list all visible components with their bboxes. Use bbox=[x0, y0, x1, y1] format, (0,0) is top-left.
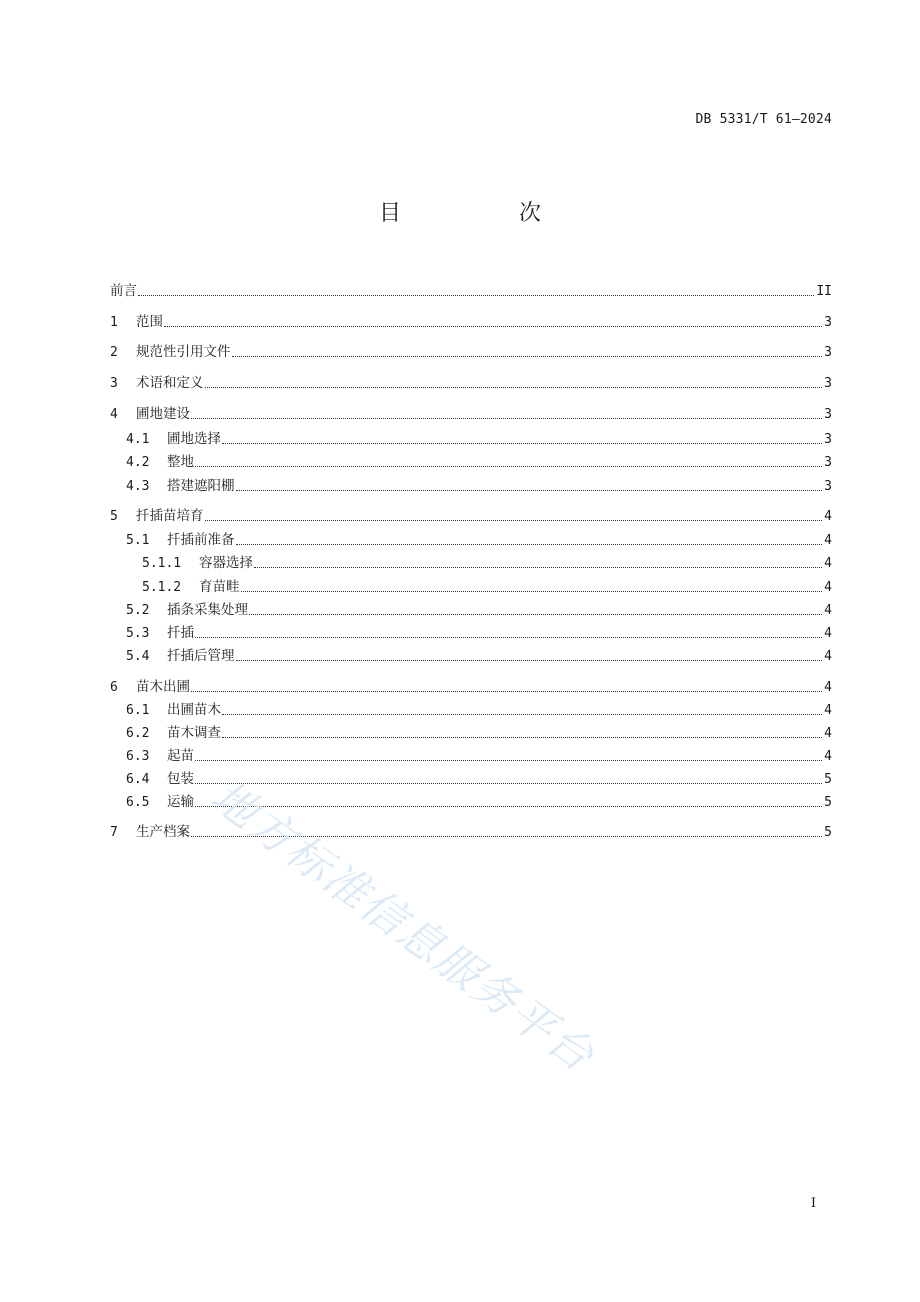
toc-entry-page: 4 bbox=[824, 749, 832, 764]
toc-entry-page: 3 bbox=[824, 315, 832, 330]
toc-dot-leader bbox=[222, 442, 822, 444]
toc-dot-leader bbox=[236, 489, 823, 491]
toc-entry[interactable] bbox=[126, 477, 832, 495]
toc-entry-number: 6 bbox=[110, 680, 118, 695]
toc-entry-number: 6.2 bbox=[126, 726, 150, 741]
toc-entry-label: 运输 bbox=[167, 794, 194, 810]
toc-entry-number: 6.1 bbox=[126, 703, 150, 718]
toc-entry-label: 扦插 bbox=[167, 625, 194, 641]
toc-entry-label: 术语和定义 bbox=[136, 375, 204, 391]
toc-entry-page: 4 bbox=[824, 680, 832, 695]
toc-entry-number: 4.2 bbox=[126, 455, 150, 470]
toc-entry[interactable] bbox=[126, 531, 832, 549]
toc-entry[interactable] bbox=[110, 678, 832, 696]
toc-entry-number: 2 bbox=[110, 345, 118, 360]
toc-entry-page: 3 bbox=[824, 479, 832, 494]
toc-entry-label: 包装 bbox=[167, 771, 194, 787]
toc-entry-label: 插条采集处理 bbox=[167, 602, 248, 618]
toc-entry-number: 5.3 bbox=[126, 626, 150, 641]
toc-entry-page: 5 bbox=[824, 772, 832, 787]
toc-dot-leader bbox=[195, 759, 822, 761]
toc-entry-label: 前言 bbox=[110, 283, 137, 299]
toc-entry-label: 规范性引用文件 bbox=[136, 344, 231, 360]
toc-entry-number: 4.1 bbox=[126, 432, 150, 447]
toc-dot-leader bbox=[241, 590, 823, 592]
toc-entry-page: 4 bbox=[824, 533, 832, 548]
toc-dot-leader bbox=[254, 566, 822, 568]
toc-entry[interactable] bbox=[142, 554, 832, 572]
toc-entry-number: 5.1.2 bbox=[142, 580, 182, 595]
toc-dot-leader bbox=[195, 805, 822, 807]
toc-dot-leader bbox=[164, 325, 822, 327]
toc-entry-page: 4 bbox=[824, 509, 832, 524]
toc-entry-page: 4 bbox=[824, 556, 832, 571]
toc-entry-label: 出圃苗木 bbox=[167, 702, 221, 718]
toc-entry-label: 整地 bbox=[167, 454, 194, 470]
toc-entry[interactable] bbox=[110, 823, 832, 841]
toc-dot-leader bbox=[236, 543, 823, 545]
toc-entry-number: 4.3 bbox=[126, 479, 150, 494]
toc-entry-page: 4 bbox=[824, 580, 832, 595]
toc-entry-number: 5.4 bbox=[126, 649, 150, 664]
toc-entry[interactable] bbox=[126, 770, 832, 788]
toc-entry-number: 5.1.1 bbox=[142, 556, 182, 571]
toc-dot-leader bbox=[236, 659, 823, 661]
toc-entry-number: 6.5 bbox=[126, 795, 150, 810]
toc-entry-page: 4 bbox=[824, 726, 832, 741]
toc-entry-label: 范围 bbox=[136, 314, 163, 330]
toc-dot-leader bbox=[195, 782, 822, 784]
toc-entry[interactable] bbox=[110, 374, 832, 392]
toc-entry[interactable] bbox=[126, 601, 832, 619]
toc-entry-page: 5 bbox=[824, 825, 832, 840]
document-code: DB 5331/T 61—2024 bbox=[695, 112, 832, 127]
toc-dot-leader bbox=[195, 465, 822, 467]
toc-entry[interactable] bbox=[126, 724, 832, 742]
toc-dot-leader bbox=[205, 519, 823, 521]
toc-entry-page: 3 bbox=[824, 345, 832, 360]
toc-entry-label: 扦插前准备 bbox=[167, 532, 235, 548]
toc-entry-page: 4 bbox=[824, 703, 832, 718]
toc-dot-leader bbox=[222, 713, 822, 715]
toc-dot-leader bbox=[138, 294, 814, 296]
toc-entry-number: 4 bbox=[110, 407, 118, 422]
toc-entry-page: 5 bbox=[824, 795, 832, 810]
toc-entry[interactable] bbox=[126, 453, 832, 471]
toc-entry[interactable] bbox=[126, 747, 832, 765]
toc-entry-number: 1 bbox=[110, 315, 118, 330]
toc-entry-number: 5.1 bbox=[126, 533, 150, 548]
toc-entry[interactable] bbox=[110, 405, 832, 423]
toc-entry-number: 5.2 bbox=[126, 603, 150, 618]
toc-entry-label: 搭建遮阳棚 bbox=[167, 478, 235, 494]
toc-dot-leader bbox=[205, 386, 823, 388]
toc-entry-label: 扦插苗培育 bbox=[136, 508, 204, 524]
toc-entry-label: 苗木出圃 bbox=[136, 679, 190, 695]
toc-entry-number: 5 bbox=[110, 509, 118, 524]
toc-entry[interactable] bbox=[142, 578, 832, 596]
toc-entry-number: 3 bbox=[110, 376, 118, 391]
toc-entry-page: 3 bbox=[824, 432, 832, 447]
toc-entry-label: 扦插后管理 bbox=[167, 648, 235, 664]
toc-entry-number: 7 bbox=[110, 825, 118, 840]
toc-entry-label: 容器选择 bbox=[199, 555, 253, 571]
toc-entry-page: 3 bbox=[824, 407, 832, 422]
toc-title: 目 次 bbox=[378, 201, 589, 226]
toc-entry-page: 3 bbox=[824, 455, 832, 470]
page-number: I bbox=[810, 1196, 816, 1211]
toc-dot-leader bbox=[222, 736, 822, 738]
toc-entry-page: 4 bbox=[824, 626, 832, 641]
toc-entry-page: 3 bbox=[824, 376, 832, 391]
toc-dot-leader bbox=[195, 636, 822, 638]
toc-entry-label: 起苗 bbox=[167, 748, 194, 764]
toc-dot-leader bbox=[191, 417, 822, 419]
toc-entry-number: 6.3 bbox=[126, 749, 150, 764]
toc-entry-label: 育苗畦 bbox=[199, 579, 240, 595]
toc-entry[interactable] bbox=[110, 282, 832, 300]
toc-entry[interactable] bbox=[110, 507, 832, 525]
toc-entry-label: 苗木调查 bbox=[167, 725, 221, 741]
toc-entry[interactable] bbox=[110, 343, 832, 361]
toc-entry-label: 生产档案 bbox=[136, 824, 190, 840]
toc-entry-page: 4 bbox=[824, 603, 832, 618]
toc-dot-leader bbox=[232, 355, 823, 357]
toc-entry[interactable] bbox=[126, 430, 832, 448]
toc-entry-label: 圃地建设 bbox=[136, 406, 190, 422]
toc-entry[interactable] bbox=[126, 701, 832, 719]
toc-dot-leader bbox=[249, 613, 822, 615]
toc-entry-page: II bbox=[816, 284, 832, 299]
watermark-text: 地方标准信息服务平台 bbox=[201, 770, 604, 1083]
toc-dot-leader bbox=[191, 690, 822, 692]
toc-entry-label: 圃地选择 bbox=[167, 431, 221, 447]
toc-dot-leader bbox=[191, 835, 822, 837]
toc-entry[interactable] bbox=[110, 313, 832, 331]
toc-entry-number: 6.4 bbox=[126, 772, 150, 787]
toc-entry[interactable] bbox=[126, 647, 832, 665]
toc-entry-page: 4 bbox=[824, 649, 832, 664]
toc-entry[interactable] bbox=[126, 793, 832, 811]
toc-entry[interactable] bbox=[126, 624, 832, 642]
